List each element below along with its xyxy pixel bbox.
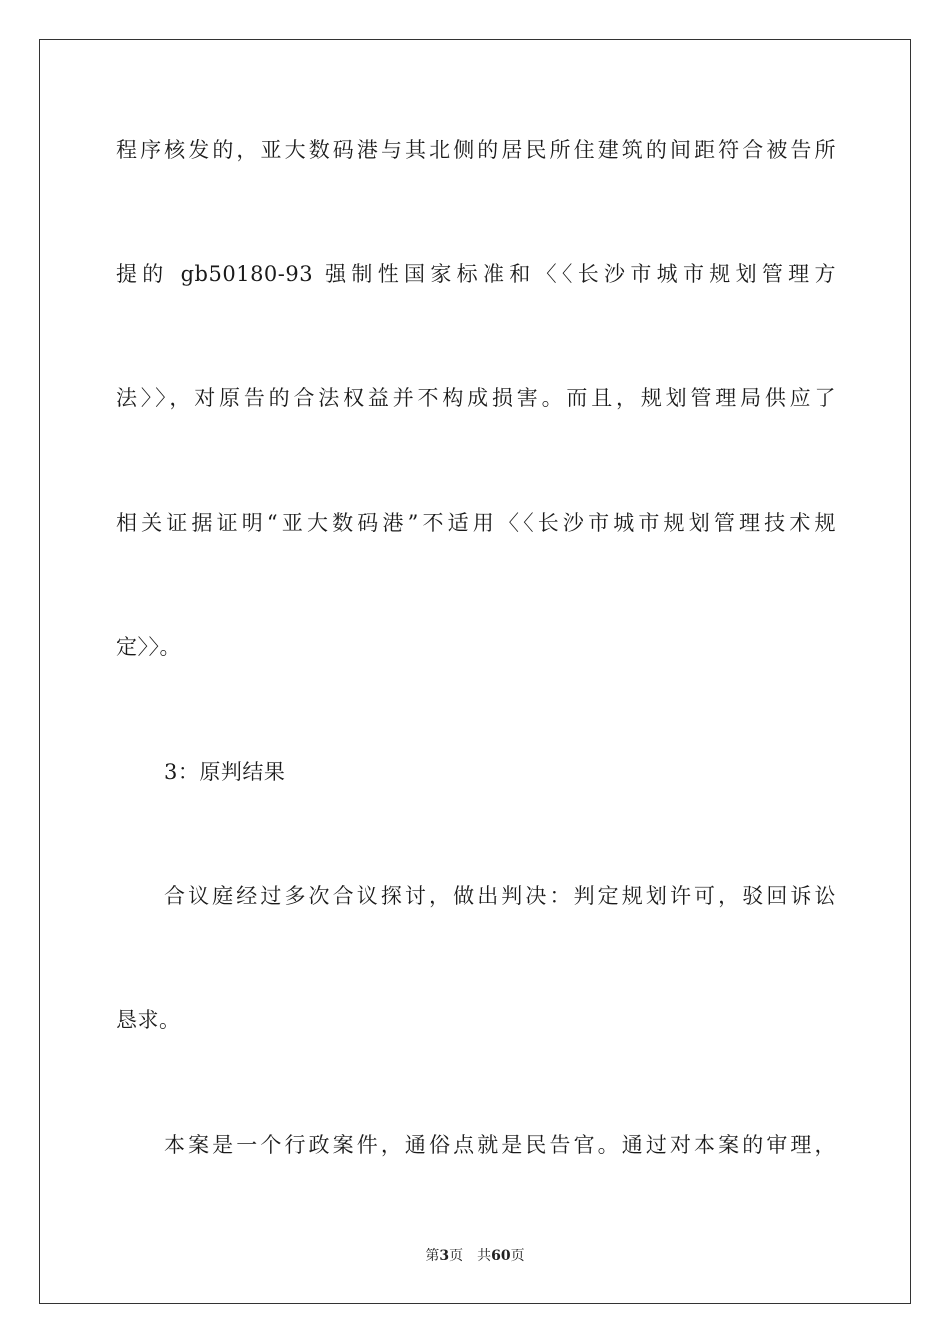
paragraph-line-3: 法〉〉，对原告的合法权益并不构成损害。而且，规划管理局供应了 — [116, 386, 836, 410]
page-footer — [0, 1246, 950, 1266]
paragraph-line-2: 提的 gb50180-93 强制性国家标准和〈〈长沙市城市规划管理方 — [116, 262, 836, 286]
footer-total-suffix: 页 — [510, 1248, 525, 1264]
page-frame — [39, 39, 911, 1304]
paragraph-line-5: 定〉〉。 — [116, 635, 181, 659]
paragraph-line-6: 合议庭经过多次合议探讨，做出判决：判定规划许可，驳回诉讼 — [164, 884, 836, 908]
paragraph-line-1: 程序核发的，亚大数码港与其北侧的居民所住建筑的间距符合被告所 — [116, 138, 836, 162]
paragraph-line-4: 相关证据证明“亚大数码港”不适用〈〈长沙市城市规划管理技术规 — [116, 511, 836, 535]
footer-page-number: 3 — [439, 1248, 450, 1264]
paragraph-line-8: 本案是一个行政案件，通俗点就是民告官。通过对本案的审理， — [164, 1133, 836, 1157]
footer-total-prefix: 共 — [477, 1248, 492, 1264]
footer-total-pages: 60 — [491, 1248, 511, 1264]
footer-page-prefix: 第 — [425, 1248, 440, 1264]
section-heading: 3：原判结果 — [164, 760, 286, 784]
paragraph-line-7: 恳求。 — [116, 1008, 181, 1032]
footer-page-suffix: 页 — [449, 1248, 464, 1264]
